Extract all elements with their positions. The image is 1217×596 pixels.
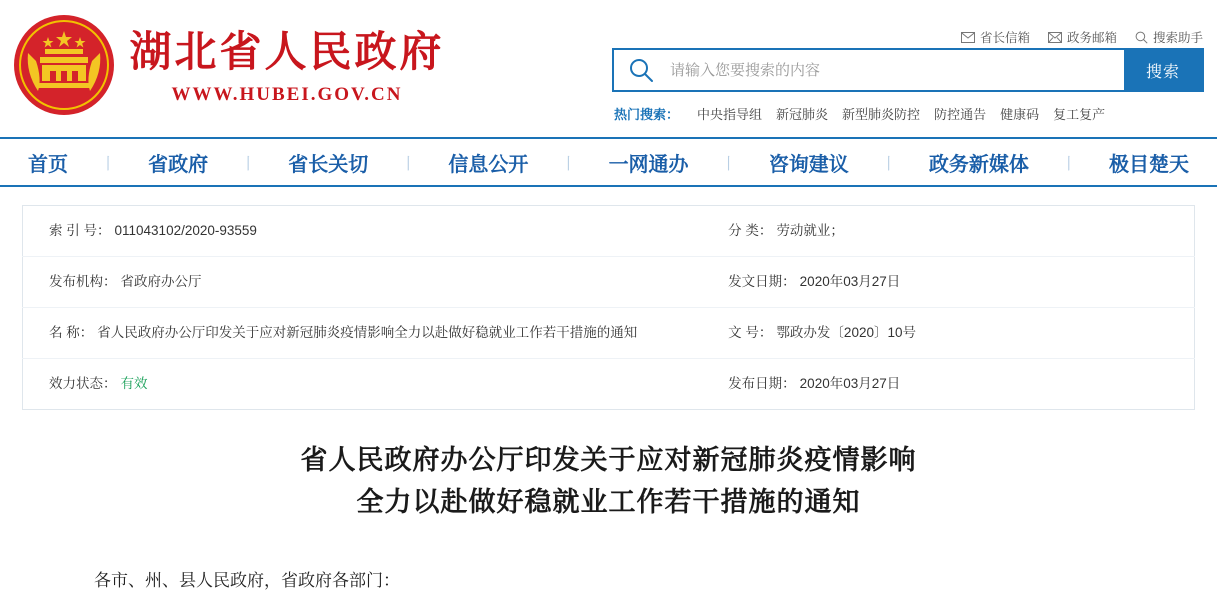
search-icon [614,50,668,90]
meta-value: 2020年03月27日 [799,274,901,289]
meta-value: 省政府办公厅 [120,274,202,289]
hot-search-item[interactable]: 健康码 [1000,107,1040,122]
nav-separator: 丨 [100,155,117,173]
meta-value: 2020年03月27日 [799,376,901,391]
top-link-label: 省长信箱 [979,31,1030,45]
nav-item-jimu-chutian[interactable]: 极目楚天 [1108,153,1189,176]
table-row [23,206,1195,257]
top-link-gov-email[interactable] [1048,28,1117,46]
meta-cell-document-number [702,308,1194,359]
meta-label: 索 引 号： [49,223,111,238]
nav-separator: 丨 [880,155,897,173]
top-link-governor-mailbox[interactable] [961,28,1030,46]
page-title [22,440,1195,524]
site-header [0,0,1217,137]
meta-value: 劳动就业； [776,223,844,238]
page-title-line-2: 全力以赴做好稳就业工作若干措施的通知 [356,487,861,518]
nav-separator: 丨 [720,155,737,173]
meta-label: 效力状态： [49,376,117,391]
top-link-search-assistant[interactable] [1135,28,1203,46]
hot-search-row [614,104,1105,123]
national-emblem-icon [12,13,116,117]
nav-item-governor-concerns[interactable]: 省长关切 [288,153,369,176]
table-row [23,308,1195,359]
meta-label: 文 号： [728,325,773,340]
meta-cell-document-name [23,308,703,359]
document-metadata-table [22,205,1195,410]
hot-search-label: 热门搜索： [614,107,680,122]
table-row [23,257,1195,308]
meta-cell-category [702,206,1194,257]
meta-cell-index-number [23,206,703,257]
search-input[interactable] [668,50,1124,90]
search-button[interactable]: 搜索 [1124,50,1202,90]
nav-item-consultation-suggestions[interactable]: 咨询建议 [768,153,849,176]
nav-separator: 丨 [560,155,577,173]
search-bar [612,48,1204,92]
meta-cell-issue-date [702,257,1194,308]
page-title-line-1: 省人民政府办公厅印发关于应对新冠肺炎疫情影响 [300,445,917,476]
site-url: WWW.HUBEI.GOV.CN [171,84,403,105]
meta-label: 名 称： [49,325,94,340]
table-row [23,359,1195,410]
hot-search-item[interactable]: 中央指导组 [697,107,763,122]
meta-value: 省人民政府办公厅印发关于应对新冠肺炎疫情影响全力以赴做好稳就业工作若干措施的通知 [97,325,638,340]
search-icon [1135,31,1148,44]
meta-label: 分 类： [728,223,773,238]
meta-cell-publishing-agency [23,257,703,308]
nav-separator: 丨 [1060,155,1077,173]
hot-search-item[interactable]: 复工复产 [1053,107,1106,122]
meta-label: 发布机构： [49,274,117,289]
hot-search-item[interactable]: 防控通告 [934,107,987,122]
meta-cell-effectiveness-status [23,359,703,410]
top-link-label: 政务邮箱 [1066,31,1117,45]
meta-label: 发布日期： [728,376,796,391]
nav-item-provincial-government[interactable]: 省政府 [148,153,209,176]
meta-value: 011043102/2020-93559 [114,223,257,238]
meta-value: 鄂政办发〔2020〕10号 [776,325,916,340]
nav-separator: 丨 [400,155,417,173]
nav-item-home[interactable]: 首页 [28,153,68,176]
top-link-label: 搜索助手 [1152,31,1203,45]
main-navigation [0,137,1217,187]
document-salutation: 各市、州、县人民政府，省政府各部门： [94,571,400,590]
hot-search-item[interactable]: 新型肺炎防控 [842,107,921,122]
nav-item-one-net-service[interactable]: 一网通办 [608,153,689,176]
meta-label: 发文日期： [728,274,796,289]
site-title: 湖北省人民政府 [129,27,445,76]
document-content [0,187,1217,596]
mail-outline-icon [961,32,975,43]
hot-search-item[interactable]: 新冠肺炎 [776,107,829,122]
top-quick-links [961,28,1203,46]
nav-item-information-disclosure[interactable]: 信息公开 [448,153,529,176]
nav-item-government-new-media[interactable]: 政务新媒体 [928,153,1029,176]
envelope-icon [1048,32,1062,43]
meta-cell-publish-date [702,359,1194,410]
status-badge: 有效 [120,376,148,391]
nav-separator: 丨 [240,155,257,173]
site-branding[interactable] [122,26,452,106]
